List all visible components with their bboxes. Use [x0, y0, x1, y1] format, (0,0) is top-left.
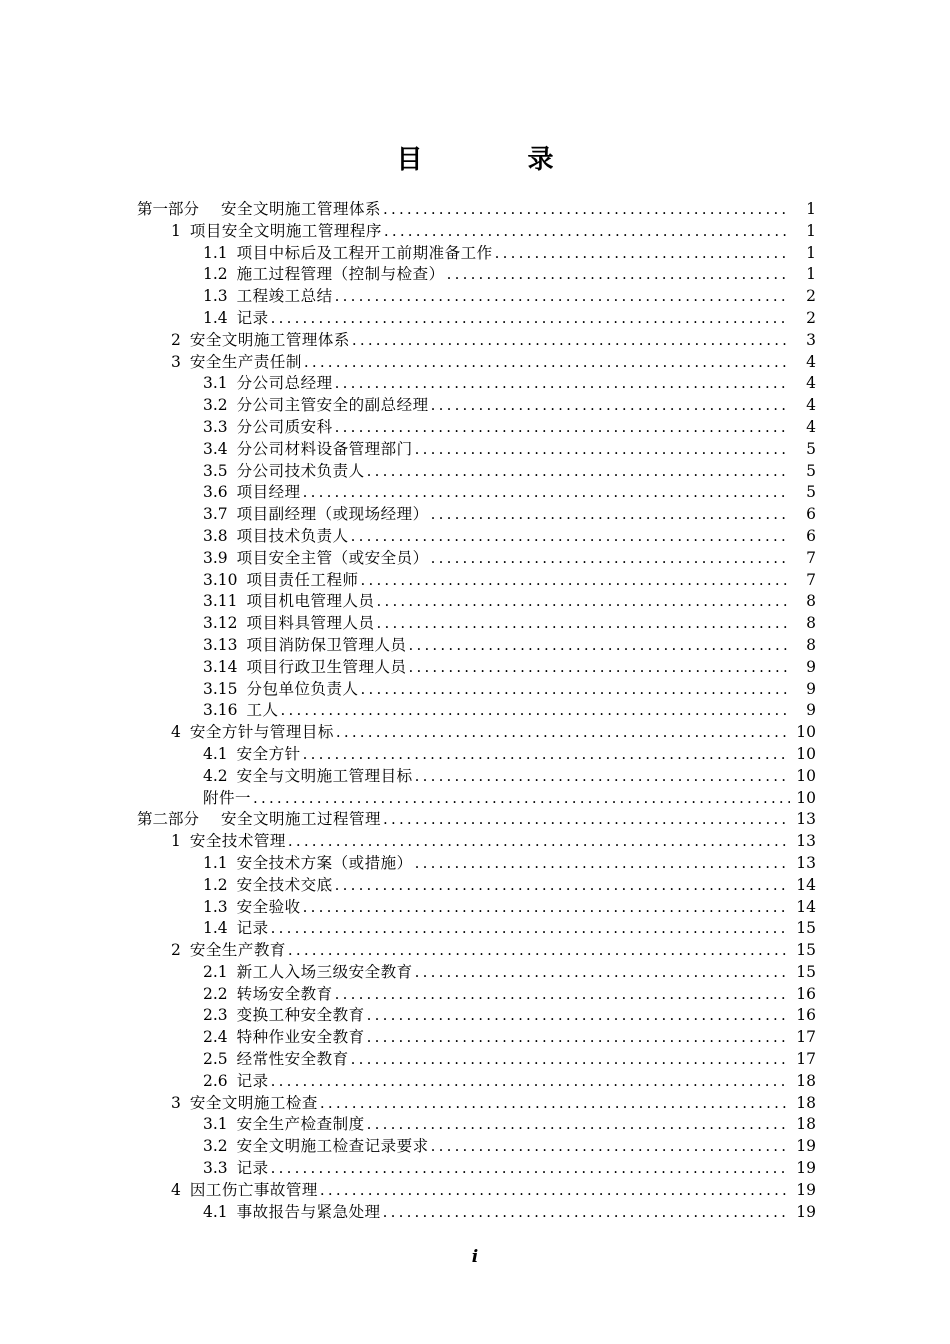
toc-entry-page: 2: [806, 287, 816, 306]
toc-entry-number: 3.10: [203, 570, 238, 589]
toc-entry-title: 施工过程管理（控制与检查）: [236, 265, 445, 284]
toc-entry[interactable]: [0, 199, 950, 221]
toc-entry-number: 4: [171, 1180, 181, 1199]
toc-entry-title: 工程竣工总结: [236, 287, 333, 306]
toc-dot-leader: [251, 788, 790, 810]
toc-entry-number: 4.1: [203, 744, 228, 763]
toc-entry-number: 1.1: [203, 853, 228, 872]
toc-entry[interactable]: [0, 1202, 950, 1224]
toc-entry[interactable]: [0, 722, 950, 744]
toc-entry-number: 2.2: [203, 984, 228, 1003]
toc-entry[interactable]: [0, 1136, 950, 1158]
toc-dot-leader: [413, 853, 790, 875]
toc-entry-page: 5: [806, 439, 816, 458]
toc-entry-number: 3.11: [203, 592, 238, 611]
toc-dot-leader: [333, 286, 790, 308]
toc-entry-title: 安全文明施工管理体系: [221, 200, 382, 218]
toc-dot-leader: [365, 461, 790, 483]
toc-entry-number: 1.2: [203, 265, 228, 284]
toc-entry[interactable]: [0, 962, 950, 984]
title-char-1: 目: [396, 145, 423, 175]
toc-entry[interactable]: [0, 940, 950, 962]
toc-entry[interactable]: [0, 679, 950, 701]
toc-entry-title: 记录: [236, 1159, 269, 1178]
toc-dot-leader: [286, 831, 790, 853]
toc-entry-page: 7: [806, 548, 816, 567]
toc-entry-number: 1.4: [203, 308, 228, 327]
toc-entry[interactable]: [0, 635, 950, 657]
toc-entry-page: 17: [796, 1050, 816, 1069]
toc-entry-number: 3.16: [203, 701, 238, 720]
toc-entry[interactable]: [0, 417, 950, 439]
toc-entry-number: 3.6: [203, 483, 228, 502]
toc-entry-page: 5: [806, 483, 816, 502]
toc-entry-title: 安全文明施工检查记录要求: [236, 1137, 429, 1156]
toc-dot-leader: [445, 264, 790, 286]
toc-entry[interactable]: [0, 570, 950, 592]
toc-entry-number: 3.2: [203, 1137, 228, 1156]
toc-dot-leader: [318, 1093, 790, 1115]
toc-entry[interactable]: [0, 700, 950, 722]
toc-dot-leader: [359, 679, 790, 701]
toc-dot-leader: [286, 940, 790, 962]
toc-entry-page: 4: [806, 352, 816, 371]
toc-entry[interactable]: [0, 243, 950, 265]
toc-entry-page: 10: [796, 788, 816, 807]
toc-entry-number: 3.9: [203, 548, 228, 567]
toc-entry-title: 安全生产教育: [189, 941, 286, 960]
toc-entry[interactable]: [0, 897, 950, 919]
toc-dot-leader: [365, 1027, 790, 1049]
toc-entry-title: 安全方针与管理目标: [189, 723, 334, 742]
toc-entry-page: 2: [806, 308, 816, 327]
toc-entry-title: 附件一: [203, 788, 252, 807]
toc-entry-title: 记录: [236, 308, 269, 327]
toc-entry-title: 分公司质安科: [236, 417, 333, 436]
toc-entry[interactable]: [0, 264, 950, 286]
toc-entry-title: 安全文明施工管理体系: [189, 330, 350, 349]
toc-dot-leader: [333, 984, 790, 1006]
toc-entry-title: 新工人入场三级安全教育: [236, 962, 413, 981]
toc-dot-leader: [301, 482, 790, 504]
toc-entry[interactable]: [0, 330, 950, 352]
toc-entry-number: 第二部分: [137, 810, 200, 829]
toc-entry-page: 15: [796, 941, 816, 960]
toc-entry[interactable]: [0, 1049, 950, 1071]
toc-entry-title: 项目安全文明施工管理程序: [189, 221, 382, 240]
toc-dot-leader: [349, 1049, 790, 1071]
toc-dot-leader: [333, 417, 790, 439]
toc-dot-leader: [375, 613, 790, 635]
toc-entry-title: 安全技术交底: [236, 875, 333, 894]
toc-dot-leader: [429, 395, 790, 417]
toc-entry-page: 10: [796, 766, 816, 785]
toc-entry[interactable]: [0, 1005, 950, 1027]
toc-entry-number: 1.4: [203, 919, 228, 938]
toc-entry-title: 安全验收: [236, 897, 301, 916]
toc-entry-title: 特种作业安全教育: [236, 1028, 365, 1047]
toc-entry[interactable]: [0, 352, 950, 374]
toc-entry-page: 19: [796, 1180, 816, 1199]
toc-entry[interactable]: [0, 591, 950, 613]
toc-entry[interactable]: [0, 308, 950, 330]
toc-dot-leader: [301, 897, 790, 919]
toc-dot-leader: [365, 1005, 790, 1027]
toc-entry-title: 安全技术方案（或措施）: [236, 853, 413, 872]
toc-entry-number: 3.4: [203, 439, 228, 458]
toc-entry-page: 17: [796, 1028, 816, 1047]
toc-dot-leader: [350, 330, 790, 352]
toc-entry-number: 1.2: [203, 875, 228, 894]
toc-entry-page: 13: [796, 853, 816, 872]
toc-entry-title: 安全技术管理: [189, 832, 286, 851]
toc-entry[interactable]: [0, 875, 950, 897]
toc-entry-number: 4: [171, 723, 181, 742]
toc-dot-leader: [429, 504, 790, 526]
toc-entry-title: 事故报告与紧急处理: [236, 1202, 381, 1221]
toc-entry-page: 15: [796, 962, 816, 981]
toc-dot-leader: [381, 809, 790, 831]
toc-entry-page: 14: [796, 875, 816, 894]
toc-entry-number: 3.1: [203, 1115, 228, 1134]
toc-entry-page: 4: [806, 417, 816, 436]
toc-entry[interactable]: [0, 831, 950, 853]
toc-entry[interactable]: [0, 809, 950, 831]
toc-dot-leader: [493, 243, 790, 265]
toc-dot-leader: [334, 722, 790, 744]
toc-entry-title: 记录: [236, 919, 269, 938]
toc-entry-page: 19: [796, 1159, 816, 1178]
toc-entry-page: 1: [806, 243, 816, 262]
toc-entry[interactable]: [0, 395, 950, 417]
toc-entry[interactable]: [0, 482, 950, 504]
toc-entry-title: 项目消防保卫管理人员: [246, 635, 407, 654]
toc-entry-title: 因工伤亡事故管理: [189, 1180, 318, 1199]
toc-entry-page: 16: [796, 1006, 816, 1025]
toc-entry-page: 10: [796, 723, 816, 742]
toc-entry-title: 项目副经理（或现场经理）: [236, 505, 429, 524]
toc-dot-leader: [333, 373, 790, 395]
toc-dot-leader: [333, 875, 790, 897]
toc-dot-leader: [429, 548, 790, 570]
toc-entry[interactable]: [0, 766, 950, 788]
toc-dot-leader: [269, 918, 790, 940]
toc-dot-leader: [429, 1136, 790, 1158]
page-title: [0, 140, 950, 180]
toc-entry[interactable]: [0, 373, 950, 395]
toc-dot-leader: [381, 199, 790, 221]
toc-entry-title: 转场安全教育: [236, 984, 333, 1003]
toc-entry-title: 项目责任工程师: [246, 570, 359, 589]
toc-entry-title: 项目安全主管（或安全员）: [236, 548, 429, 567]
toc-entry-page: 8: [806, 614, 816, 633]
toc-dot-leader: [413, 962, 790, 984]
toc-dot-leader: [407, 657, 790, 679]
toc-dot-leader: [413, 439, 790, 461]
toc-entry-number: 3.13: [203, 635, 238, 654]
toc-entry[interactable]: [0, 613, 950, 635]
toc-entry-page: 19: [796, 1137, 816, 1156]
toc-entry-number: 2.6: [203, 1071, 228, 1090]
toc-entry-number: 3.7: [203, 505, 228, 524]
toc-dot-leader: [349, 526, 790, 548]
toc-entry-number: 3.2: [203, 396, 228, 415]
toc-entry-title: 项目经理: [236, 483, 301, 502]
toc-entry-page: 3: [806, 330, 816, 349]
table-of-contents: [0, 199, 950, 1223]
toc-entry-title: 安全文明施工过程管理: [221, 810, 382, 829]
toc-entry-page: 13: [796, 810, 816, 829]
toc-entry-page: 7: [806, 570, 816, 589]
toc-dot-leader: [365, 1114, 790, 1136]
toc-entry-page: 9: [806, 701, 816, 720]
toc-entry-title: 项目料具管理人员: [246, 614, 375, 633]
toc-entry-page: 4: [806, 374, 816, 393]
toc-dot-leader: [375, 591, 790, 613]
toc-entry-number: 2.5: [203, 1050, 228, 1069]
toc-entry-number: 3.3: [203, 417, 228, 436]
toc-entry-page: 9: [806, 657, 816, 676]
toc-entry-title: 安全与文明施工管理目标: [236, 766, 413, 785]
toc-entry-page: 5: [806, 461, 816, 480]
toc-entry-page: 9: [806, 679, 816, 698]
toc-entry-page: 1: [806, 221, 816, 240]
toc-entry-page: 19: [796, 1202, 816, 1221]
toc-entry-number: 1: [171, 221, 181, 240]
toc-dot-leader: [318, 1180, 790, 1202]
toc-entry-page: 13: [796, 832, 816, 851]
toc-entry[interactable]: [0, 221, 950, 243]
toc-dot-leader: [382, 221, 790, 243]
toc-entry-title: 安全文明施工检查: [189, 1093, 318, 1112]
toc-entry[interactable]: [0, 853, 950, 875]
toc-entry[interactable]: [0, 1027, 950, 1049]
toc-entry-number: 2.1: [203, 962, 228, 981]
toc-entry-title: 经常性安全教育: [236, 1050, 349, 1069]
toc-dot-leader: [279, 700, 790, 722]
toc-entry-number: 1.3: [203, 287, 228, 306]
toc-entry[interactable]: [0, 461, 950, 483]
toc-entry[interactable]: [0, 1158, 950, 1180]
toc-entry-title: 项目技术负责人: [236, 526, 349, 545]
toc-entry-number: 3.12: [203, 614, 238, 633]
toc-entry[interactable]: [0, 504, 950, 526]
toc-entry-number: 1: [171, 832, 181, 851]
toc-entry-title: 项目中标后及工程开工前期准备工作: [236, 243, 493, 262]
toc-entry-title: 项目行政卫生管理人员: [246, 657, 407, 676]
toc-entry[interactable]: [0, 788, 950, 810]
toc-dot-leader: [407, 635, 790, 657]
toc-entry-number: 3.1: [203, 374, 228, 393]
toc-entry-page: 1: [806, 200, 816, 218]
toc-entry-title: 分公司材料设备管理部门: [236, 439, 413, 458]
toc-entry-number: 2.3: [203, 1006, 228, 1025]
toc-entry-title: 变换工种安全教育: [236, 1006, 365, 1025]
toc-entry-title: 安全生产责任制: [189, 352, 302, 371]
toc-entry-number: 1.3: [203, 897, 228, 916]
toc-entry-number: 3.3: [203, 1159, 228, 1178]
toc-entry-number: 2: [171, 941, 181, 960]
page-number: i: [471, 1247, 479, 1267]
toc-entry-page: 16: [796, 984, 816, 1003]
toc-entry-title: 工人: [246, 701, 279, 720]
toc-entry[interactable]: [0, 918, 950, 940]
toc-entry[interactable]: [0, 439, 950, 461]
toc-entry-number: 第一部分: [137, 200, 200, 218]
toc-entry[interactable]: [0, 548, 950, 570]
toc-entry-page: 18: [796, 1115, 816, 1134]
title-char-2: 录: [527, 145, 554, 175]
toc-dot-leader: [269, 308, 790, 330]
toc-entry[interactable]: [0, 1071, 950, 1093]
toc-entry-number: 4.2: [203, 766, 228, 785]
toc-entry-title: 项目机电管理人员: [246, 592, 375, 611]
toc-entry-page: 1: [806, 265, 816, 284]
toc-entry[interactable]: [0, 286, 950, 308]
toc-entry-number: 3.8: [203, 526, 228, 545]
toc-entry-number: 3: [171, 352, 181, 371]
toc-entry[interactable]: [0, 526, 950, 548]
toc-entry-title: 分包单位负责人: [246, 679, 359, 698]
toc-entry-page: 4: [806, 396, 816, 415]
toc-dot-leader: [301, 744, 790, 766]
toc-entry[interactable]: [0, 744, 950, 766]
toc-entry-number: 1.1: [203, 243, 228, 262]
toc-dot-leader: [359, 570, 790, 592]
toc-dot-leader: [381, 1202, 790, 1224]
toc-entry-title: 安全生产检查制度: [236, 1115, 365, 1134]
toc-entry-page: 8: [806, 592, 816, 611]
toc-dot-leader: [413, 766, 790, 788]
toc-entry-page: 6: [806, 526, 816, 545]
toc-entry-page: 8: [806, 635, 816, 654]
toc-dot-leader: [302, 352, 790, 374]
toc-entry-number: 3.14: [203, 657, 238, 676]
toc-entry-number: 4.1: [203, 1202, 228, 1221]
toc-entry[interactable]: [0, 1093, 950, 1115]
toc-entry-page: 14: [796, 897, 816, 916]
toc-entry-title: 安全方针: [236, 744, 301, 763]
toc-entry-page: 18: [796, 1071, 816, 1090]
toc-entry-page: 6: [806, 505, 816, 524]
toc-entry-title: 分公司主管安全的副总经理: [236, 396, 429, 415]
toc-entry-number: 3: [171, 1093, 181, 1112]
toc-entry-title: 分公司总经理: [236, 374, 333, 393]
toc-entry-number: 3.15: [203, 679, 238, 698]
toc-entry[interactable]: [0, 1114, 950, 1136]
toc-entry-page: 10: [796, 744, 816, 763]
toc-entry[interactable]: [0, 657, 950, 679]
toc-entry-title: 分公司技术负责人: [236, 461, 365, 480]
toc-dot-leader: [269, 1158, 790, 1180]
toc-entry-number: 2.4: [203, 1028, 228, 1047]
toc-entry-number: 3.5: [203, 461, 228, 480]
toc-entry-page: 18: [796, 1093, 816, 1112]
toc-dot-leader: [269, 1071, 790, 1093]
toc-entry[interactable]: [0, 984, 950, 1006]
toc-entry-title: 记录: [236, 1071, 269, 1090]
toc-entry-page: 15: [796, 919, 816, 938]
toc-entry[interactable]: [0, 1180, 950, 1202]
toc-entry-number: 2: [171, 330, 181, 349]
